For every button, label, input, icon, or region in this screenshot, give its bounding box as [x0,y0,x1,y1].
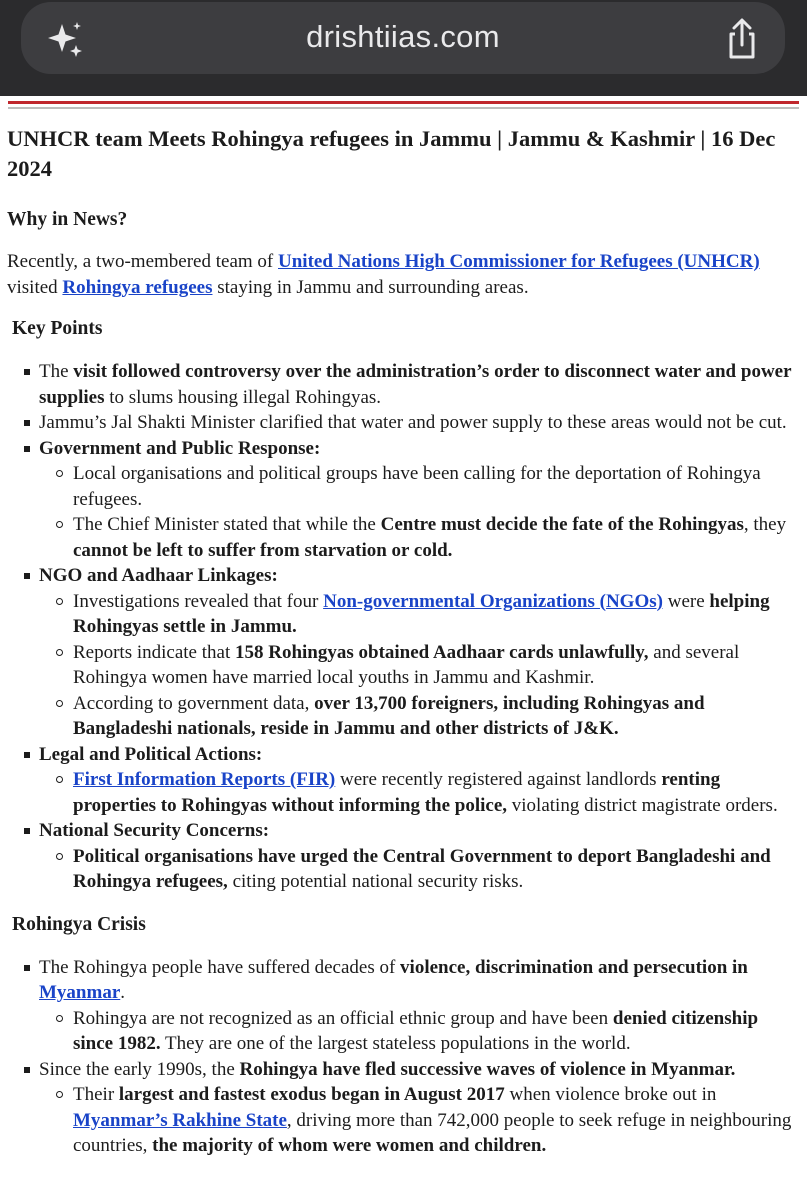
browser-toolbar [0,0,807,96]
ngo-link[interactable]: Non-governmental Organizations (NGOs) [323,590,663,612]
text: and several Rohingya women have married local youths in Jammu and Kashmir. [73,641,740,688]
list-item [7,955,797,1057]
bold-text: the majority of whom were women and children. [152,1135,547,1156]
bold-text: 158 Rohingyas obtained Aadhaar cards unlawfully, [234,641,649,663]
url-text[interactable]: drishtiias.com [306,19,500,54]
rohingya-refugees-link[interactable]: Rohingya refugees [62,276,213,298]
list-item [39,1006,797,1057]
text: when violence broke out in [504,1084,717,1105]
list-item [7,436,797,564]
list-item [39,512,797,563]
list-item [7,742,797,819]
text: Since the early 1990s, the [39,1058,240,1080]
article-body [7,124,797,1159]
key-points-heading: Key Points [12,318,103,339]
text: Reports indicate that [73,641,235,663]
rakhine-state-link[interactable]: Myanmar’s Rakhine State [73,1109,287,1131]
bold-text: violence, discrimination and persecution in [400,956,748,978]
text: According to government data, [73,692,315,714]
subheading: NGO and Aadhaar Linkages: [39,565,278,586]
text: , driving more than 742,000 people to seek refuge in neighbouring countries, [73,1109,792,1156]
address-bar[interactable] [21,2,785,74]
bold-text: Centre must decide the fate of the Rohingyas [380,514,744,535]
bold-text: visit followed controversy over the administration’s order to disconnect water and power supplies [39,361,792,408]
why-in-news-heading: Why in News? [7,209,128,230]
text: The Chief Minister stated that while the [73,514,381,535]
list-item [39,691,797,742]
list-item [39,640,797,691]
sub-list [39,844,797,895]
list-item [39,1082,797,1159]
header-divider-grey [8,107,799,109]
sub-list [39,767,797,818]
text: Local organisations and political groups have been calling for the deportation of Rohingya refugees. [73,463,761,510]
text: The [39,361,74,382]
text: were [662,590,710,612]
list-item [39,461,797,512]
list-item [7,410,797,436]
bold-text: denied citizenship since 1982. [73,1007,759,1054]
list-item [7,359,797,410]
key-points-list [7,359,797,895]
text: Investigations revealed that four [73,590,324,612]
list-item [39,844,797,895]
unhcr-link[interactable]: United Nations High Commissioner for Refugees (UNHCR) [278,251,760,272]
article-title: UNHCR team Meets Rohingya refugees in Jammu | Jammu & Kashmir | 16 Dec 2024 [7,126,776,181]
rohingya-crisis-heading: Rohingya Crisis [12,913,146,935]
sub-list [39,589,797,742]
list-item [39,767,797,818]
text: The Rohingya people have suffered decades of [39,956,401,978]
sub-list [39,461,797,563]
text: to slums housing illegal Rohingyas. [104,386,382,408]
text: Recently, a two-membered team of [7,251,278,272]
bold-text: cannot be left to suffer from starvation or cold. [73,539,453,561]
list-item [7,818,797,895]
sub-list [39,1006,797,1057]
text: . [120,982,126,1003]
myanmar-link[interactable]: Myanmar [39,982,121,1003]
share-icon[interactable] [719,16,765,62]
text: were recently registered against landlords [335,769,662,790]
text: staying in Jammu and surrounding areas. [212,276,529,298]
bold-text: largest and fastest exodus began in August 2017 [118,1084,505,1105]
text: violating district magistrate orders. [507,794,778,816]
subheading: National Security Concerns: [39,820,270,841]
list-item [7,1057,797,1159]
text: Their [73,1084,119,1105]
list-item [7,563,797,742]
header-divider-red [8,101,799,104]
bold-text: over 13,700 foreigners, including Rohingyas and Bangladeshi nationals, reside in Jammu and other districts of J&K. [73,692,705,739]
crisis-list [7,955,797,1159]
bold-text: Political organisations have urged the Central Government to deport Bangladeshi and Rohingya refugees, [73,845,771,892]
text: , they [743,514,787,535]
sub-list [39,1082,797,1159]
text: visited [7,276,63,298]
text: They are one of the largest stateless populations in the world. [160,1033,631,1054]
fir-link[interactable]: First Information Reports (FIR) [73,769,336,790]
text: Rohingya are not recognized as an official ethnic group and have been [73,1007,613,1029]
subheading: Government and Public Response: [39,437,321,459]
list-item [39,589,797,640]
text: Jammu’s Jal Shakti Minister clarified that water and power supply to these areas would not be cut. [39,412,787,433]
text: citing potential national security risks. [227,871,524,892]
bold-text: helping Rohingyas settle in Jammu. [73,590,770,637]
bold-text: renting properties to Rohingyas without informing the police, [73,769,721,816]
subheading: Legal and Political Actions: [39,743,263,765]
intro-paragraph [7,249,797,300]
bold-text: Rohingya have fled successive waves of violence in Myanmar. [239,1058,736,1080]
